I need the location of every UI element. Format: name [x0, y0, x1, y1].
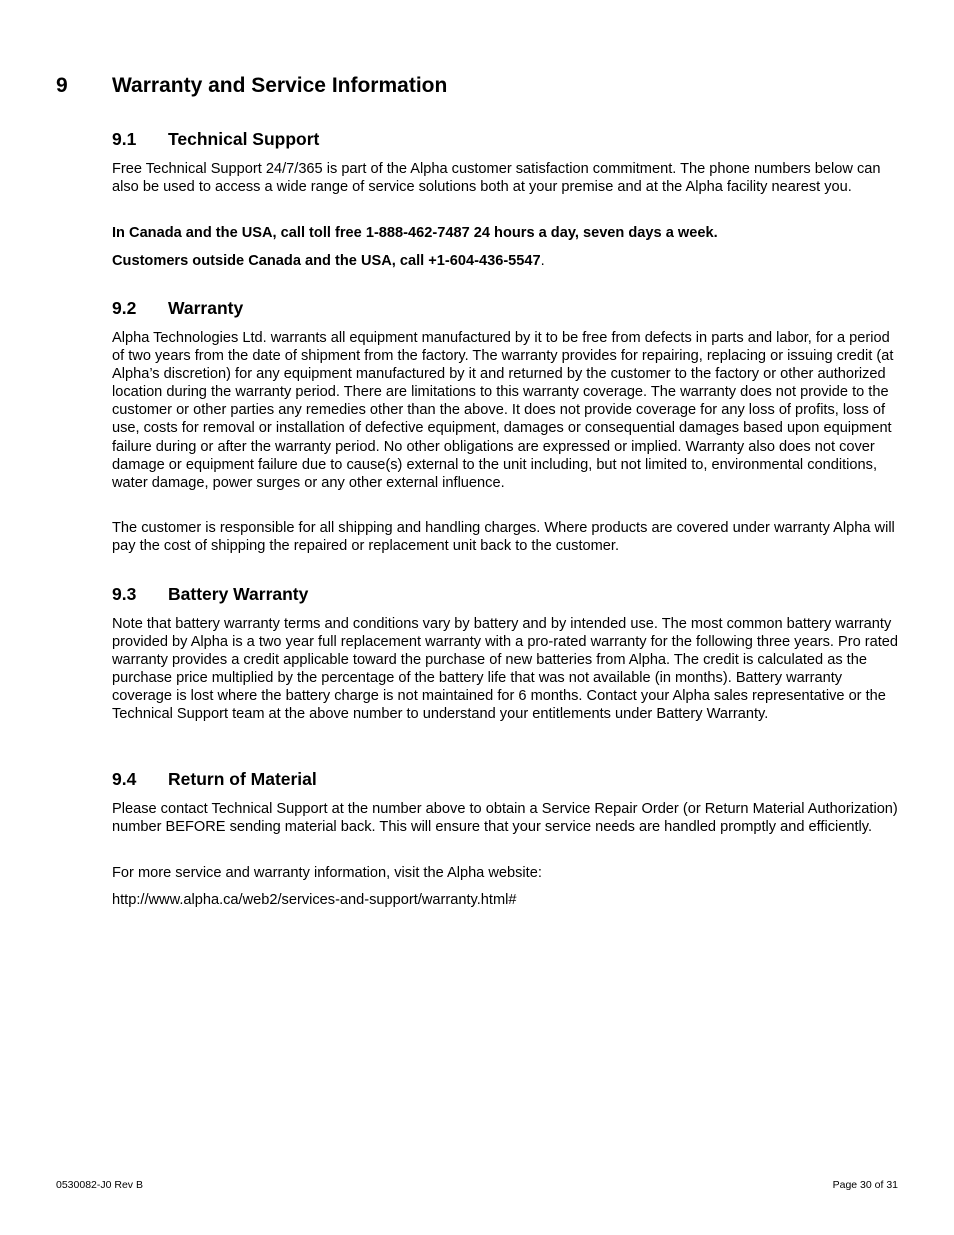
section-number: 9.2	[112, 298, 137, 318]
section-heading-return-of-material	[112, 768, 317, 790]
chapter-heading	[56, 72, 447, 100]
website-url: http://www.alpha.ca/web2/services-and-support/warranty.html#	[112, 892, 517, 908]
warranty-paragraph: Alpha Technologies Ltd. warrants all equipment manufactured by it to be free from defects in parts and labor, for a period of two years from the date of shipment from the factory. The warranty provides for repairing, replacing or issuing credit (at Alpha’s discretion) for any equipment manufactured by it and returned by the customer to the factory or other authorized location during the warranty period. There are limitations to this warranty coverage. The warranty does not provide to the customer or other parties any remedies other than the above. It does not provide coverage for any loss of profits, loss of use, costs for removal or installation of defective equipment, damages or consequential damages based upon equipment failure during or after the warranty period. No other obligations are expressed or implied. Warranty also does not cover damage or equipment failure due to cause(s) external to the unit including, but not limited to, environmental conditions, water damage, power surges or any other external influence.	[112, 330, 894, 491]
section-number: 9.4	[112, 769, 137, 789]
website-intro: For more service and warranty information, visit the Alpha website:	[112, 865, 542, 881]
technical-support-paragraph: Free Technical Support 24/7/365 is part of the Alpha customer satisfaction commitment. The phone numbers below can also be used to access a wide range of service solutions both at your premise and at the Alpha facility nearest you.	[112, 161, 881, 196]
section-title: Technical Support	[168, 129, 320, 149]
chapter-number: 9	[56, 74, 68, 97]
shipping-paragraph: The customer is responsible for all shipping and handling charges. Where products are covered under warranty Alpha will pay the cost of shipping the repaired or replacement unit back to the customer.	[112, 520, 895, 555]
phone-canada-usa: In Canada and the USA, call toll free 1-888-462-7487 24 hours a day, seven days a week.	[112, 225, 718, 241]
battery-warranty-paragraph: Note that battery warranty terms and conditions vary by battery and by intended use. The most common battery warranty provided by Alpha is a two year full replacement warranty with a pro-rated warranty for the following three years. Pro rated warranty provides a credit applicable toward the purchase of new batteries from Alpha. The credit is calculated as the purchase price multiplied by the percentage of the battery life that was not available (in months). Battery warranty coverage is lost where the battery charge is not maintained for 6 months. Contact your Alpha sales representative or the Technical Support team at the above number to understand your entitlements under Battery Warranty.	[112, 616, 899, 723]
section-number: 9.3	[112, 584, 137, 604]
section-title: Warranty	[168, 298, 244, 318]
footer-page-number: Page 30 of 31	[832, 1179, 898, 1191]
footer-doc-id: 0530082-J0 Rev B	[56, 1179, 143, 1191]
phone-international-period: .	[540, 253, 545, 269]
return-material-paragraph: Please contact Technical Support at the number above to obtain a Service Repair Order (or Return Material Authorization) number BEFORE sending material back. This will ensure that your service needs are handled promptly and efficiently.	[112, 801, 898, 836]
chapter-title: Warranty and Service Information	[112, 74, 448, 97]
section-heading-technical-support	[112, 128, 319, 150]
section-heading-battery-warranty	[112, 583, 308, 605]
phone-international-text: Customers outside Canada and the USA, call +1-604-436-5547	[112, 253, 541, 269]
section-title: Battery Warranty	[168, 584, 309, 604]
section-heading-warranty	[112, 297, 243, 319]
section-title: Return of Material	[168, 769, 317, 789]
section-number: 9.1	[112, 129, 137, 149]
phone-international	[112, 252, 902, 270]
